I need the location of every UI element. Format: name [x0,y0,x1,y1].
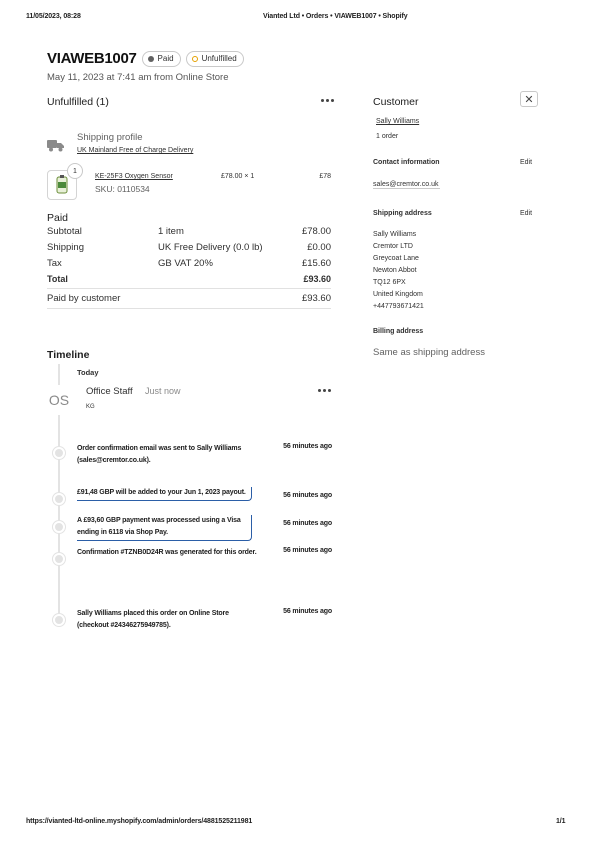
summary-row-paid-by-customer [47,290,331,306]
timeline-event-time: 56 minutes ago [283,547,332,554]
summary-row-shipping [47,239,331,255]
order-header [47,50,244,67]
fulfillment-status-badge [186,51,244,67]
timeline-event-dot [53,447,65,459]
timeline-event-time: 56 minutes ago [283,608,332,615]
timeline-event-text: Confirmation #TZNB0D24R was generated for this order. [77,549,257,556]
fulfillment-status-label: Unfulfilled [201,54,237,63]
customer-order-count: 1 order [376,133,399,140]
customer-email[interactable]: sales@cremtor.co.uk [373,181,439,188]
paid-by-label: Paid by customer [47,292,121,304]
comment-text: KG [86,404,95,410]
comment-more-actions-button[interactable] [315,384,333,396]
contact-info-label: Contact information [373,159,440,166]
summary-row-subtotal [47,223,331,239]
avatar: OS [43,385,75,415]
product-name-link[interactable]: KE-25F3 Oxygen Sensor [95,173,173,180]
customer-title: Customer [373,96,419,108]
billing-address-label: Billing address [373,328,424,335]
timeline-event-text[interactable]: £91,48 GBP will be added to your Jun 1, 2023 payout. [77,487,252,501]
summary-amount: £78.00 [301,225,331,237]
shipping-profile-link[interactable]: UK Mainland Free of Charge Delivery [77,147,194,154]
comment-author: Office Staff [86,386,133,397]
line-total: £78 [319,173,331,180]
order-id: VIAWEB1007 [47,50,137,67]
print-title: Vianted Ltd • Orders • VIAWEB1007 • Shopify [263,13,408,20]
address-line: +447793671421 [373,303,424,310]
print-page-number: 1/1 [556,818,566,825]
timeline-event-time: 56 minutes ago [283,520,332,527]
paid-by-amount: £93.60 [301,292,331,304]
summary-amount: £0.00 [307,241,331,253]
unfulfilled-title: Unfulfilled (1) [47,96,109,108]
divider [47,288,331,289]
address-line: Sally Williams [373,231,417,238]
payment-summary [47,223,331,309]
timeline-day-label: Today [77,368,99,377]
summary-label: Subtotal [47,225,82,237]
billing-address-value: Same as shipping address [373,347,485,358]
payment-status-badge [142,51,181,67]
summary-amount: £15.60 [301,257,331,269]
summary-detail: GB VAT 20% [158,257,213,269]
truck-icon [47,138,65,152]
shipping-address [373,229,424,313]
summary-label: Tax [47,257,62,269]
status-dot-icon [148,56,154,62]
address-line: TQ12 6PX [373,279,406,286]
address-line: Greycoat Lane [373,255,419,262]
product-sku: SKU: 0110534 [95,184,150,194]
quantity-badge: 1 [67,163,83,179]
close-icon[interactable]: ✕ [520,91,538,107]
summary-detail: UK Free Delivery (0.0 lb) [158,241,263,253]
summary-row-tax [47,255,331,271]
customer-name-link[interactable]: Sally Williams [376,118,420,125]
timeline-event-text[interactable]: A £93,60 GBP payment was processed using a Visa ending in 6118 via Shop Pay. [77,515,252,541]
timeline-event-text: Order confirmation email was sent to Sally Williams (sales@cremtor.co.uk). [77,445,242,464]
payment-status-label: Paid [157,54,174,63]
timeline-event-time: 56 minutes ago [283,492,332,499]
timeline-event-time: 56 minutes ago [283,443,332,450]
timeline-event-dot [53,521,65,533]
comment-time: Just now [145,386,181,396]
print-url: https://vianted-ltd-online.myshopify.com/admin/orders/4881525211981 [26,818,253,825]
order-subtitle: May 11, 2023 at 7:41 am from Online Store [47,72,229,83]
address-line: Newton Abbot [373,267,417,274]
summary-label: Shipping [47,241,84,253]
timeline-event-dot [53,553,65,565]
total-label: Total [47,274,68,284]
timeline-event-dot [53,614,65,626]
incomplete-circle-icon [192,56,198,62]
address-line: United Kingdom [373,291,423,298]
total-amount: £93.60 [303,274,331,284]
unfulfilled-more-actions-button[interactable] [318,94,336,106]
shipping-edit-button[interactable]: Edit [520,210,533,217]
shipping-profile-label: Shipping profile [77,132,143,143]
timeline-event-text: Sally Williams placed this order on Online Store (checkout #24346275949785). [77,610,229,629]
paid-title: Paid [47,212,69,224]
contact-edit-button[interactable]: Edit [520,159,533,166]
shipping-address-label: Shipping address [373,210,432,217]
divider [47,308,331,309]
summary-row-total [47,271,331,287]
address-line: Cremtor LTD [373,243,413,250]
unit-price: £78.00 × 1 [221,173,255,180]
timeline-title: Timeline [47,349,90,361]
print-datetime: 11/05/2023, 08:28 [26,13,81,20]
product-image-icon [55,175,69,195]
timeline-event-dot [53,493,65,505]
summary-detail: 1 item [158,225,184,237]
